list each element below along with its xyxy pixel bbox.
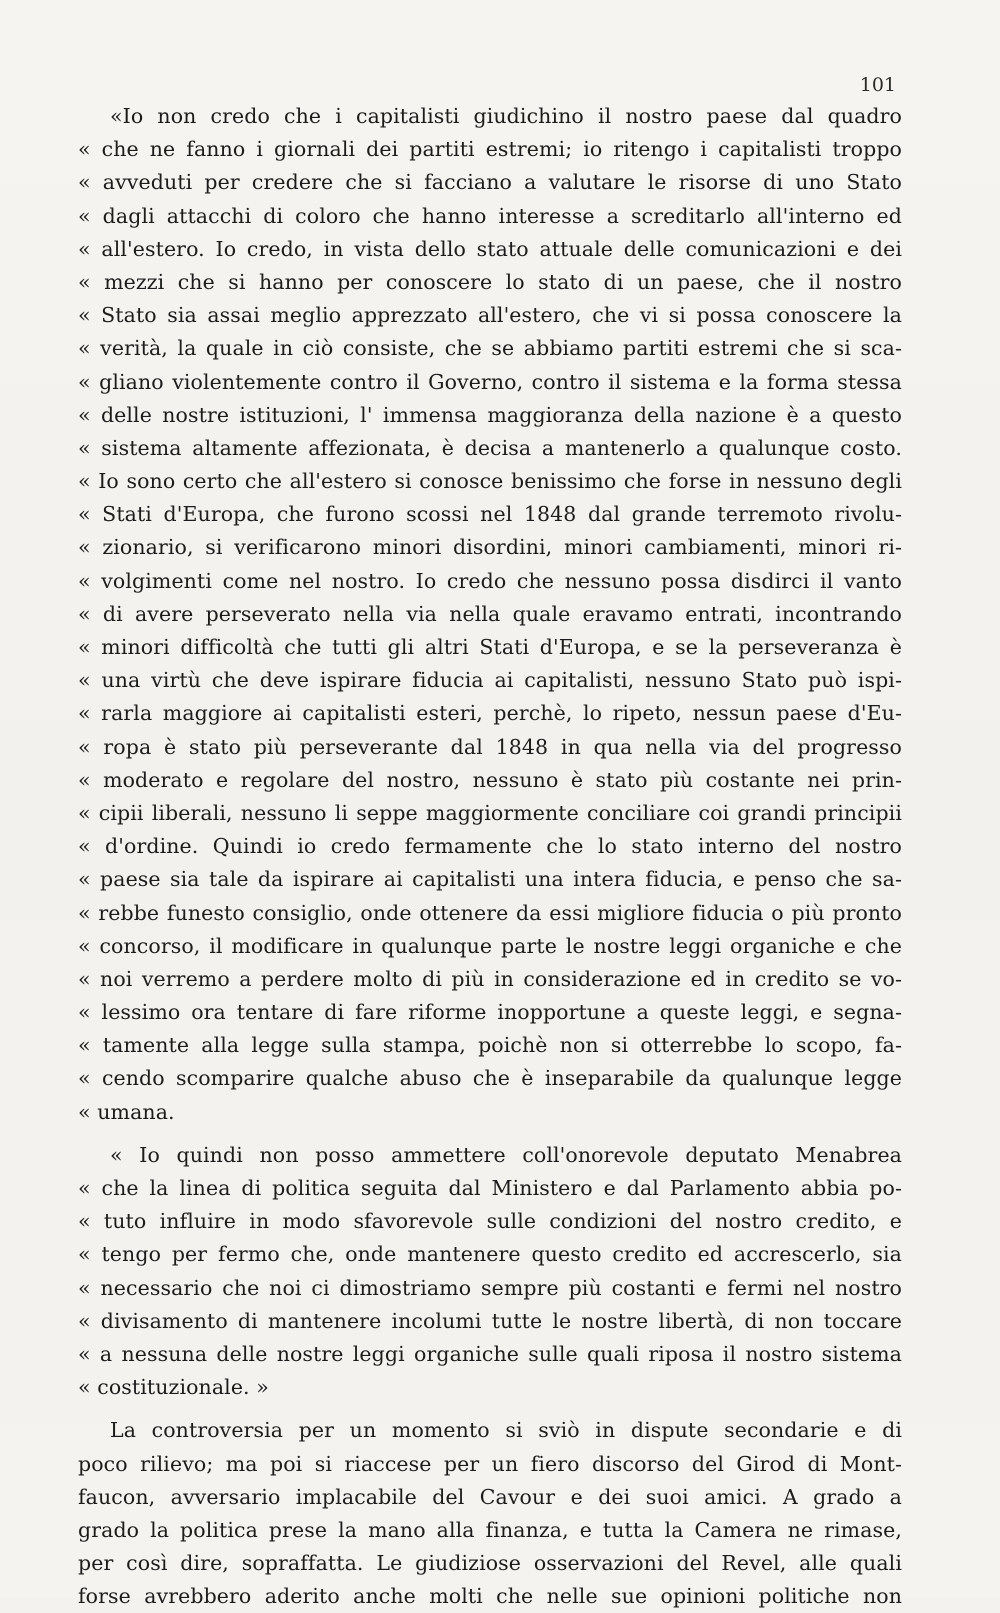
text-line: « noi verremo a perdere molto di più in considerazione ed in credito se vo- <box>78 966 902 991</box>
text-line: « mezzi che si hanno per conoscere lo stato di un paese, che il nostro <box>78 269 902 294</box>
text-line: faucon, avversario implacabile del Cavour e dei suoi amici. A grado a <box>78 1484 902 1509</box>
text-line: « Stati d'Europa, che furono scossi nel 1848 dal grande terremoto rivolu- <box>78 502 902 527</box>
text-line: « minori difficoltà che tutti gli altri Stati d'Europa, e se la perseveranza è <box>78 635 902 659</box>
text-line: forse avrebbero aderito anche molti che nelle sue opinioni politiche non <box>78 1584 902 1609</box>
text-line: « d'ordine. Quindi io credo fermamente che lo stato interno del nostro <box>78 834 902 859</box>
text-line: « cipii liberali, nessuno li seppe maggiormente conciliare coi grandi principii <box>78 800 902 825</box>
text-line: per così dire, sopraffatta. Le giudiziose osservazioni del Revel, alle quali <box>78 1551 902 1576</box>
text-line: « tengo per fermo che, onde mantenere questo credito ed accrescerlo, sia <box>78 1242 902 1267</box>
text-line: « a nessuna delle nostre leggi organiche sulle quali riposa il nostro sistema <box>78 1341 902 1366</box>
text-line: « zionario, si verificarono minori disordini, minori cambiamenti, minori ri- <box>78 535 902 560</box>
text-line: « costituzionale. » <box>78 1375 269 1400</box>
text-line: « una virtù che deve ispirare fiducia ai capitalisti, nessuno Stato può ispi- <box>78 668 902 693</box>
page-number: 101 <box>859 74 896 96</box>
text-line: «Io non credo che i capitalisti giudichino il nostro paese dal quadro <box>110 104 902 128</box>
text-line: « ropa è stato più perseverante dal 1848 in qua nella via del progresso <box>78 734 902 759</box>
text-line: « rarla maggiore ai capitalisti esteri, perchè, lo ripeto, nessun paese d'Eu- <box>78 701 902 726</box>
text-line: « che la linea di politica seguita dal Ministero e dal Parlamento abbia po- <box>78 1176 902 1200</box>
text-line: « volgimenti come nel nostro. Io credo che nessuno possa disdirci il vanto <box>78 568 902 593</box>
text-line: « di avere perseverato nella via nella quale eravamo entrati, incontrando <box>78 601 902 626</box>
text-line: « lessimo ora tentare di fare riforme inopportune a queste leggi, e segna- <box>78 1000 902 1025</box>
text-line: « umana. <box>78 1099 175 1124</box>
paragraph-2 <box>78 1139 902 1405</box>
text-line: « Io sono certo che all'estero si conosce benissimo che forse in nessuno degli <box>78 469 902 494</box>
text-line: « Stato sia assai meglio apprezzato all'estero, che vi si possa conoscere la <box>78 303 902 328</box>
text-line: « che ne fanno i giornali dei partiti estremi; io ritengo i capitalisti troppo <box>78 137 902 162</box>
text-line: « avveduti per credere che si facciano a valutare le risorse di uno Stato <box>78 170 902 195</box>
text-line: « paese sia tale da ispirare ai capitalisti una intera fiducia, e penso che sa- <box>78 867 902 892</box>
text-line: « moderato e regolare del nostro, nessuno è stato più costante nei prin- <box>78 767 902 792</box>
text-line: « Io quindi non posso ammettere coll'onorevole deputato Menabrea <box>110 1142 902 1167</box>
text-line: poco rilievo; ma poi si riaccese per un fiero discorso del Girod di Mont- <box>78 1451 902 1476</box>
text-line: « necessario che noi ci dimostriamo sempre più costanti e fermi nel nostro <box>78 1275 902 1300</box>
text-line: « rebbe funesto consiglio, onde ottenere da essi migliore fiducia o più pronto <box>78 900 902 925</box>
text-line: « all'estero. Io credo, in vista dello stato attuale delle comunicazioni e dei <box>78 236 902 261</box>
text-line: « tuto influire in modo sfavorevole sulle condizioni del nostro credito, e <box>78 1209 902 1234</box>
body-text <box>78 100 902 1613</box>
text-line: « sistema altamente affezionata, è decisa a mantenerlo a qualunque costo. <box>78 435 902 460</box>
text-line: « cendo scomparire qualche abuso che è inseparabile da qualunque legge <box>78 1066 902 1091</box>
paragraph-gap <box>78 1129 902 1139</box>
text-line: « concorso, il modificare in qualunque parte le nostre leggi organiche e che <box>78 933 902 958</box>
text-line: « gliano violentemente contro il Governo, contro il sistema e la forma stessa <box>78 369 902 394</box>
text-line: « divisamento di mantenere incolumi tutte le nostre libertà, di non toccare <box>78 1308 902 1333</box>
text-line: « delle nostre istituzioni, l' immensa maggioranza della nazione è a questo <box>78 402 902 427</box>
text-line: « dagli attacchi di coloro che hanno interesse a screditarlo all'interno ed <box>78 203 902 228</box>
text-line: « tamente alla legge sulla stampa, poichè non si otterrebbe lo scopo, fa- <box>78 1033 902 1058</box>
paragraph-3 <box>78 1414 902 1613</box>
paragraph-1 <box>78 100 902 1129</box>
paragraph-gap <box>78 1404 902 1414</box>
text-line: La controversia per un momento si sviò in dispute secondarie e di <box>110 1418 902 1443</box>
text-line: « verità, la quale in ciò consiste, che se abbiamo partiti estremi che si sca- <box>78 336 902 361</box>
text-line: grado la politica prese la mano alla finanza, e tutta la Camera ne rimase, <box>78 1517 902 1542</box>
